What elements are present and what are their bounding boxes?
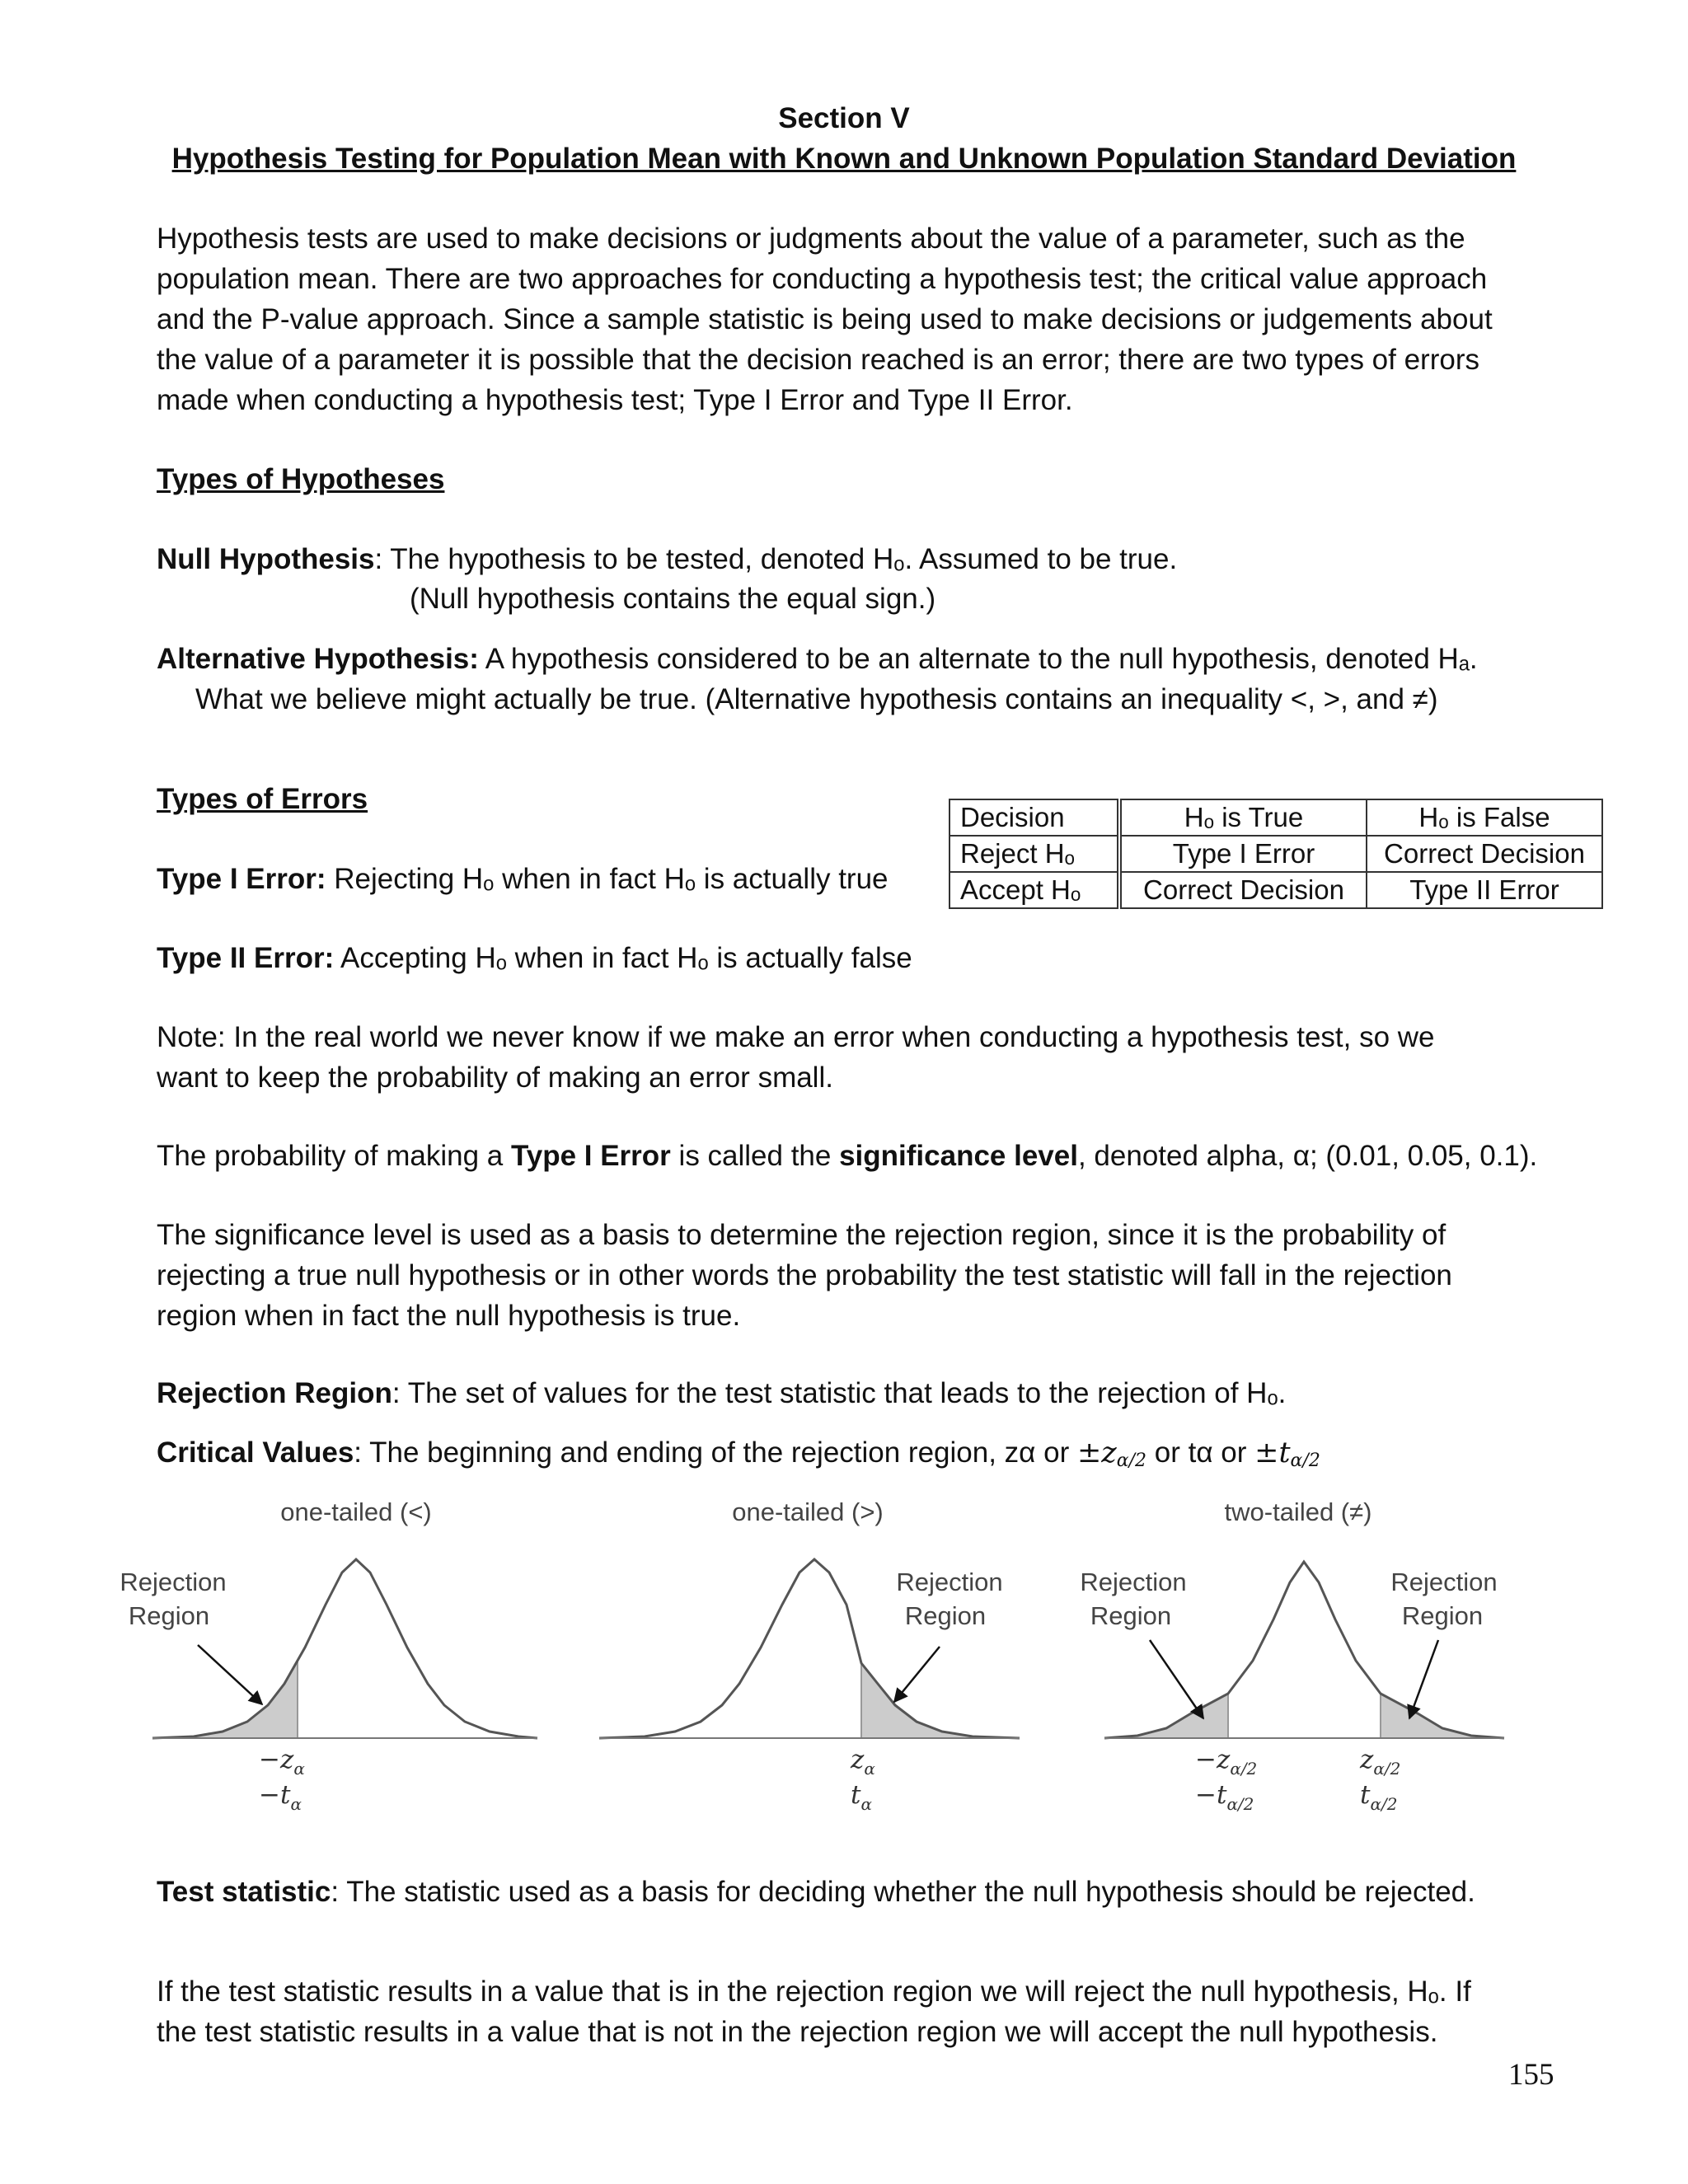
critical-value-label: $-t_\alpha$ [259,1780,302,1814]
note-line: want to keep the probability of making an error small. [157,1062,833,1094]
critical-value-label: $-z_\alpha$ [259,1745,305,1779]
test-statistic-label: Test statistic [157,1876,331,1908]
pm-t-alpha-half [1254,1436,1320,1469]
null-hypothesis-text: : The hypothesis to be tested, denoted Hₒ. Assumed to be true. [374,543,1178,575]
error-decision-table [949,799,1603,909]
table-cell: Hₒ is True [1119,799,1367,836]
alternative-hypothesis-label: Alternative Hypothesis: [157,643,479,675]
conclusion-line: the test statistic results in a value that is not in the rejection region we will accept the null hypothesis. [157,2016,1438,2048]
diagram-left-tail [120,1497,537,1814]
region-label: Region [904,1601,987,1630]
critical-values-definition [157,1432,1320,1481]
text-span: is called the [670,1140,840,1172]
critical-values-or: or tα or [1146,1436,1255,1469]
section-title: Section V [778,102,910,134]
significance-paragraph [157,1215,1452,1336]
region-arrow [894,1647,940,1702]
intro-line: and the P-value approach. Since a sample statistic is being used to make decisions or judgements about [157,303,1493,335]
significance-line: The significance level is used as a basis to determine the rejection region, since it is the probability of [157,1219,1447,1251]
critical-values-label: Critical Values [157,1436,354,1469]
intro-line: made when conducting a hypothesis test; Type I Error and Type II Error. [157,384,1073,416]
pm-z-alpha-half [1077,1436,1146,1469]
diagram-two-tail [1080,1497,1504,1814]
null-hypothesis-label: Null Hypothesis [157,543,375,575]
page-number: 155 [1508,2058,1554,2092]
rejection-area [861,1663,1020,1738]
rejection-area [152,1661,298,1738]
intro-line: the value of a parameter it is possible that the decision reached is an error; there are two types of errors [157,344,1479,376]
region-label: Region [128,1601,210,1630]
rejection-region-diagrams [0,1483,1688,1830]
region-arrow [1409,1640,1438,1718]
errors-heading: Types of Errors [157,783,368,815]
critical-value-label: $z_\alpha$ [851,1745,875,1779]
significance-line: region when in fact the null hypothesis is true. [157,1300,741,1332]
region-label: Rejection [120,1568,227,1596]
table-cell: Type I Error [1119,836,1367,872]
hypotheses-heading: Types of Hypotheses [157,463,445,495]
table-cell: Hₒ is False [1367,799,1602,836]
critical-values-text: : The beginning and ending of the rejection region, zα or [354,1436,1077,1469]
critical-value-label: $-t_{\alpha/2}$ [1195,1780,1254,1814]
alternative-hypothesis-line2: What we believe might actually be true. (Alternative hypothesis contains an inequality <, >, and ≠) [195,683,1438,715]
type1-error-label: Type I Error: [157,863,326,895]
math-subscript: α/2 [1290,1451,1320,1471]
diagram-title: one-tailed (>) [732,1497,884,1526]
null-hypothesis [157,539,1177,579]
critical-value-label: $-z_{\alpha/2}$ [1195,1745,1258,1779]
rejection-region-definition [157,1373,1286,1413]
rejection-region-label: Rejection Region [157,1377,392,1409]
region-label: Region [1090,1601,1172,1630]
type2-error [157,938,912,978]
rejection-area-left [1104,1694,1228,1738]
math-text: ±t [1254,1436,1291,1469]
diagram-title: one-tailed (<) [280,1497,432,1526]
intro-line: Hypothesis tests are used to make decisions or judgments about the value of a parameter, such as the [157,223,1465,255]
conclusion-paragraph [157,1971,1471,2052]
note-line: Note: In the real world we never know if we make an error when conducting a hypothesis test, so we [157,1021,1435,1053]
significance-level-term: significance level [839,1140,1078,1172]
diagram-right-tail [599,1497,1020,1814]
region-label: Rejection [896,1568,1003,1596]
table-row [950,836,1602,872]
significance-level-sentence [157,1136,1537,1176]
type1-error [157,859,889,899]
math-text: ±z [1076,1436,1117,1469]
intro-line: population mean. There are two approaches for conducting a hypothesis test; the critical value approach [157,263,1488,295]
table-cell: Reject Hₒ [950,836,1119,872]
table-cell: Type II Error [1367,872,1602,908]
test-statistic-text: : The statistic used as a basis for deciding whether the null hypothesis should be rejected. [331,1876,1475,1908]
note-paragraph [157,1017,1435,1098]
type2-error-text: Accepting Hₒ when in fact Hₒ is actually false [334,942,912,974]
table-cell: Decision [950,799,1119,836]
rejection-region-text: : The set of values for the test statistic that leads to the rejection of Hₒ. [392,1377,1287,1409]
critical-value-label: $z_{\alpha/2}$ [1360,1745,1401,1779]
table-header-row [950,799,1602,836]
region-label: Rejection [1390,1568,1498,1596]
critical-value-label: $t_{\alpha/2}$ [1360,1780,1398,1814]
type1-error-text: Rejecting Hₒ when in fact Hₒ is actually true [326,863,889,895]
region-label: Rejection [1080,1568,1187,1596]
diagram-title: two-tailed (≠) [1224,1497,1372,1526]
rejection-area-right [1381,1694,1504,1738]
table-cell: Correct Decision [1119,872,1367,908]
table-row [950,872,1602,908]
table-cell: Correct Decision [1367,836,1602,872]
alternative-hypothesis [157,639,1478,679]
test-statistic-definition [157,1872,1475,1912]
conclusion-line: If the test statistic results in a value that is in the rejection region we will reject the null hypothesis, Hₒ. If [157,1975,1471,2008]
type1-error-term: Type I Error [510,1140,671,1172]
text-span: The probability of making a [157,1140,511,1172]
critical-value-label: $t_\alpha$ [851,1780,872,1814]
text-span: , denoted alpha, α; (0.01, 0.05, 0.1). [1077,1140,1538,1172]
table-cell: Accept Hₒ [950,872,1119,908]
region-label: Region [1401,1601,1484,1630]
type2-error-label: Type II Error: [157,942,335,974]
region-arrow [1150,1640,1203,1718]
region-arrow [198,1645,262,1704]
math-subscript: α/2 [1116,1451,1147,1471]
significance-line: rejecting a true null hypothesis or in other words the probability the test statistic will fall in the rejection [157,1259,1452,1291]
intro-paragraph [157,218,1493,420]
alternative-hypothesis-text: A hypothesis considered to be an alternate to the null hypothesis, denoted Hₐ. [478,643,1478,675]
null-hypothesis-note: (Null hypothesis contains the equal sign.) [410,583,936,615]
section-subtitle: Hypothesis Testing for Population Mean with Known and Unknown Population Standard Deviation [171,143,1517,175]
